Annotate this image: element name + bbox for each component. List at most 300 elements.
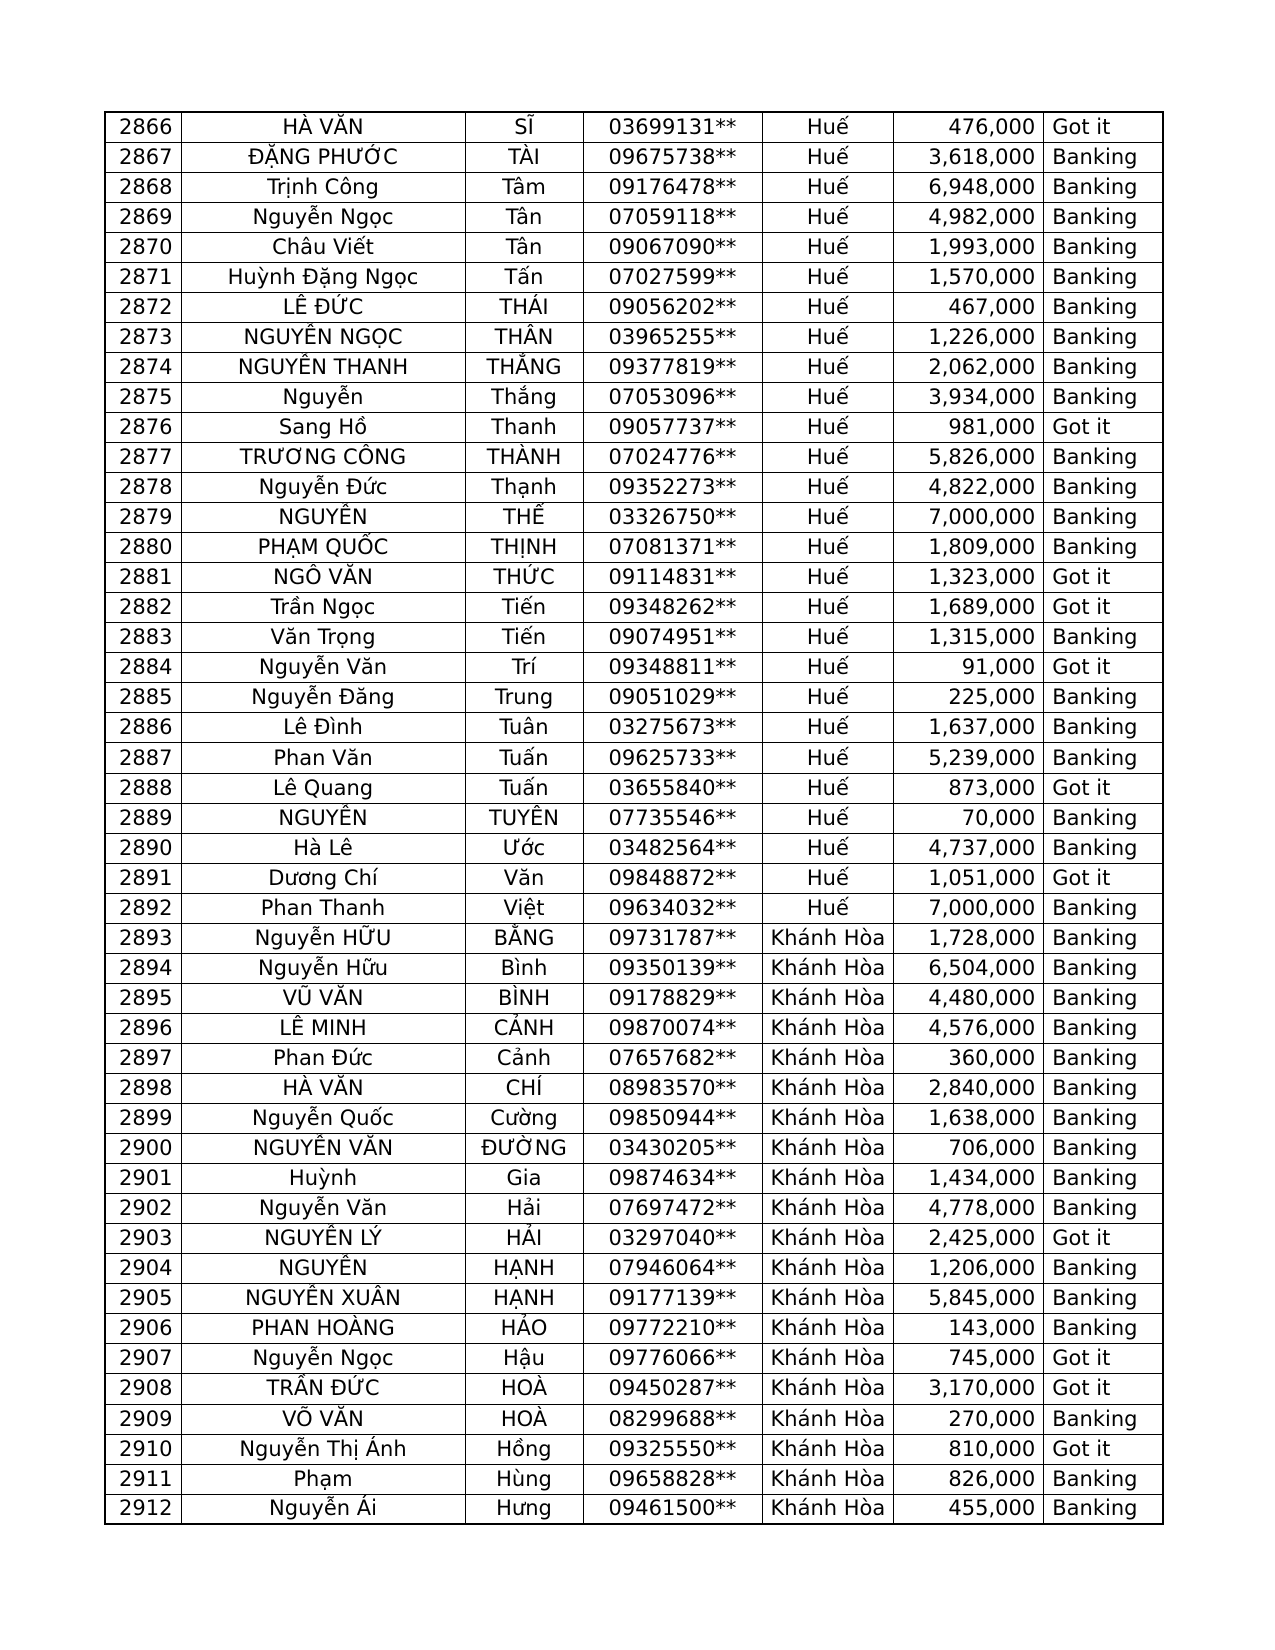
amount-cell: 1,638,000 <box>894 1104 1044 1134</box>
table-row <box>105 172 1163 202</box>
row-number-cell: 2867 <box>105 142 181 172</box>
phone-cell: 09352273** <box>583 473 762 503</box>
province-cell: Huế <box>762 653 894 683</box>
surname-cell: Phan Thanh <box>181 893 465 923</box>
table-body <box>105 112 1163 1524</box>
amount-cell: 225,000 <box>894 683 1044 713</box>
phone-cell: 07053096** <box>583 382 762 412</box>
given-name-cell: CẢNH <box>465 1013 583 1043</box>
phone-cell: 07081371** <box>583 533 762 563</box>
table-row <box>105 1404 1163 1434</box>
table-row <box>105 1224 1163 1254</box>
phone-cell: 09625733** <box>583 743 762 773</box>
phone-cell: 07946064** <box>583 1254 762 1284</box>
amount-cell: 6,948,000 <box>894 172 1044 202</box>
row-number-cell: 2866 <box>105 112 181 142</box>
amount-cell: 4,737,000 <box>894 833 1044 863</box>
amount-cell: 5,239,000 <box>894 743 1044 773</box>
table-row <box>105 1013 1163 1043</box>
province-cell: Huế <box>762 533 894 563</box>
province-cell: Huế <box>762 893 894 923</box>
status-cell: Banking <box>1044 533 1163 563</box>
amount-cell: 873,000 <box>894 773 1044 803</box>
table-row <box>105 893 1163 923</box>
given-name-cell: Hồng <box>465 1434 583 1464</box>
amount-cell: 1,315,000 <box>894 623 1044 653</box>
row-number-cell: 2885 <box>105 683 181 713</box>
province-cell: Huế <box>762 292 894 322</box>
given-name-cell: HOÀ <box>465 1404 583 1434</box>
table-row <box>105 983 1163 1013</box>
province-cell: Khánh Hòa <box>762 1374 894 1404</box>
phone-cell: 09850944** <box>583 1104 762 1134</box>
amount-cell: 5,845,000 <box>894 1284 1044 1314</box>
given-name-cell: CHÍ <box>465 1074 583 1104</box>
surname-cell: LÊ ĐỨC <box>181 292 465 322</box>
status-cell: Banking <box>1044 1254 1163 1284</box>
status-cell: Banking <box>1044 893 1163 923</box>
table-row <box>105 1344 1163 1374</box>
row-number-cell: 2904 <box>105 1254 181 1284</box>
row-number-cell: 2892 <box>105 893 181 923</box>
status-cell: Got it <box>1044 563 1163 593</box>
phone-cell: 03275673** <box>583 713 762 743</box>
status-cell: Banking <box>1044 1013 1163 1043</box>
surname-cell: Nguyễn Đức <box>181 473 465 503</box>
amount-cell: 2,425,000 <box>894 1224 1044 1254</box>
province-cell: Khánh Hòa <box>762 1074 894 1104</box>
amount-cell: 745,000 <box>894 1344 1044 1374</box>
row-number-cell: 2889 <box>105 803 181 833</box>
phone-cell: 09177139** <box>583 1284 762 1314</box>
amount-cell: 1,226,000 <box>894 322 1044 352</box>
status-cell: Banking <box>1044 1164 1163 1194</box>
phone-cell: 09634032** <box>583 893 762 923</box>
given-name-cell: Thanh <box>465 412 583 442</box>
status-cell: Banking <box>1044 953 1163 983</box>
row-number-cell: 2910 <box>105 1434 181 1464</box>
amount-cell: 7,000,000 <box>894 893 1044 923</box>
status-cell: Banking <box>1044 473 1163 503</box>
given-name-cell: Tuân <box>465 713 583 743</box>
status-cell: Banking <box>1044 1464 1163 1494</box>
table-row <box>105 1374 1163 1404</box>
surname-cell: NGUYỄN <box>181 503 465 533</box>
given-name-cell: Việt <box>465 893 583 923</box>
given-name-cell: Gia <box>465 1164 583 1194</box>
table-row <box>105 1284 1163 1314</box>
province-cell: Khánh Hòa <box>762 1344 894 1374</box>
table-row <box>105 1104 1163 1134</box>
status-cell: Got it <box>1044 412 1163 442</box>
province-cell: Huế <box>762 503 894 533</box>
status-cell: Banking <box>1044 172 1163 202</box>
row-number-cell: 2909 <box>105 1404 181 1434</box>
province-cell: Khánh Hòa <box>762 1134 894 1164</box>
phone-cell: 09848872** <box>583 863 762 893</box>
province-cell: Khánh Hòa <box>762 1013 894 1043</box>
given-name-cell: Hậu <box>465 1344 583 1374</box>
amount-cell: 1,637,000 <box>894 713 1044 743</box>
amount-cell: 981,000 <box>894 412 1044 442</box>
given-name-cell: SĨ <box>465 112 583 142</box>
given-name-cell: Trung <box>465 683 583 713</box>
table-row <box>105 262 1163 292</box>
surname-cell: HÀ VĂN <box>181 112 465 142</box>
surname-cell: NGUYỄN XUÂN <box>181 1284 465 1314</box>
given-name-cell: Tân <box>465 202 583 232</box>
surname-cell: TRẦN ĐỨC <box>181 1374 465 1404</box>
amount-cell: 706,000 <box>894 1134 1044 1164</box>
status-cell: Banking <box>1044 382 1163 412</box>
phone-cell: 09450287** <box>583 1374 762 1404</box>
surname-cell: NGUYỄN THANH <box>181 352 465 382</box>
given-name-cell: Tấn <box>465 262 583 292</box>
table-row <box>105 683 1163 713</box>
phone-cell: 09870074** <box>583 1013 762 1043</box>
table-row <box>105 653 1163 683</box>
amount-cell: 3,618,000 <box>894 142 1044 172</box>
amount-cell: 1,206,000 <box>894 1254 1044 1284</box>
province-cell: Huế <box>762 382 894 412</box>
phone-cell: 09114831** <box>583 563 762 593</box>
phone-cell: 09874634** <box>583 1164 762 1194</box>
given-name-cell: Cảnh <box>465 1043 583 1073</box>
phone-cell: 08983570** <box>583 1074 762 1104</box>
given-name-cell: Thạnh <box>465 473 583 503</box>
amount-cell: 5,826,000 <box>894 443 1044 473</box>
province-cell: Huế <box>762 202 894 232</box>
given-name-cell: BẰNG <box>465 923 583 953</box>
phone-cell: 09057737** <box>583 412 762 442</box>
amount-cell: 2,840,000 <box>894 1074 1044 1104</box>
surname-cell: Nguyễn Ngọc <box>181 1344 465 1374</box>
table-row <box>105 1254 1163 1284</box>
table-row <box>105 713 1163 743</box>
row-number-cell: 2905 <box>105 1284 181 1314</box>
status-cell: Banking <box>1044 322 1163 352</box>
row-number-cell: 2884 <box>105 653 181 683</box>
table-row <box>105 352 1163 382</box>
given-name-cell: Tiến <box>465 623 583 653</box>
table-row <box>105 1464 1163 1494</box>
province-cell: Huế <box>762 623 894 653</box>
given-name-cell: TÀI <box>465 142 583 172</box>
amount-cell: 455,000 <box>894 1494 1044 1524</box>
amount-cell: 826,000 <box>894 1464 1044 1494</box>
status-cell: Banking <box>1044 262 1163 292</box>
status-cell: Banking <box>1044 743 1163 773</box>
given-name-cell: THÂN <box>465 322 583 352</box>
phone-cell: 09675738** <box>583 142 762 172</box>
row-number-cell: 2895 <box>105 983 181 1013</box>
amount-cell: 3,934,000 <box>894 382 1044 412</box>
row-number-cell: 2875 <box>105 382 181 412</box>
amount-cell: 1,323,000 <box>894 563 1044 593</box>
given-name-cell: Hùng <box>465 1464 583 1494</box>
surname-cell: Nguyễn Hữu <box>181 953 465 983</box>
phone-cell: 07657682** <box>583 1043 762 1073</box>
province-cell: Huế <box>762 232 894 262</box>
amount-cell: 4,778,000 <box>894 1194 1044 1224</box>
row-number-cell: 2890 <box>105 833 181 863</box>
row-number-cell: 2870 <box>105 232 181 262</box>
status-cell: Banking <box>1044 833 1163 863</box>
given-name-cell: THỨC <box>465 563 583 593</box>
surname-cell: Dương Chí <box>181 863 465 893</box>
status-cell: Banking <box>1044 983 1163 1013</box>
province-cell: Huế <box>762 112 894 142</box>
table-row <box>105 292 1163 322</box>
surname-cell: NGUYỄN VĂN <box>181 1134 465 1164</box>
surname-cell: PHẠM QUỐC <box>181 533 465 563</box>
row-number-cell: 2871 <box>105 262 181 292</box>
table-row <box>105 503 1163 533</box>
surname-cell: ĐẶNG PHƯỚC <box>181 142 465 172</box>
surname-cell: VŨ VĂN <box>181 983 465 1013</box>
amount-cell: 4,982,000 <box>894 202 1044 232</box>
amount-cell: 3,170,000 <box>894 1374 1044 1404</box>
surname-cell: NGUYỄN LÝ <box>181 1224 465 1254</box>
province-cell: Khánh Hòa <box>762 1494 894 1524</box>
province-cell: Huế <box>762 593 894 623</box>
province-cell: Huế <box>762 833 894 863</box>
surname-cell: Hà Lê <box>181 833 465 863</box>
status-cell: Banking <box>1044 1314 1163 1344</box>
given-name-cell: Tuấn <box>465 743 583 773</box>
table-row <box>105 1194 1163 1224</box>
table-row <box>105 863 1163 893</box>
phone-cell: 03965255** <box>583 322 762 352</box>
province-cell: Khánh Hòa <box>762 923 894 953</box>
table-row <box>105 382 1163 412</box>
surname-cell: Nguyễn Văn <box>181 653 465 683</box>
amount-cell: 270,000 <box>894 1404 1044 1434</box>
phone-cell: 09178829** <box>583 983 762 1013</box>
phone-cell: 09051029** <box>583 683 762 713</box>
phone-cell: 03655840** <box>583 773 762 803</box>
province-cell: Huế <box>762 412 894 442</box>
phone-cell: 07697472** <box>583 1194 762 1224</box>
table-row <box>105 232 1163 262</box>
province-cell: Huế <box>762 863 894 893</box>
row-number-cell: 2874 <box>105 352 181 382</box>
phone-cell: 09348811** <box>583 653 762 683</box>
payment-table <box>104 111 1164 1525</box>
status-cell: Banking <box>1044 623 1163 653</box>
status-cell: Banking <box>1044 1404 1163 1434</box>
amount-cell: 1,570,000 <box>894 262 1044 292</box>
given-name-cell: Tân <box>465 232 583 262</box>
phone-cell: 09377819** <box>583 352 762 382</box>
surname-cell: Nguyễn Ái <box>181 1494 465 1524</box>
province-cell: Khánh Hòa <box>762 1404 894 1434</box>
surname-cell: Nguyễn Văn <box>181 1194 465 1224</box>
province-cell: Huế <box>762 322 894 352</box>
status-cell: Got it <box>1044 1344 1163 1374</box>
province-cell: Huế <box>762 683 894 713</box>
amount-cell: 143,000 <box>894 1314 1044 1344</box>
phone-cell: 09461500** <box>583 1494 762 1524</box>
table-row <box>105 1314 1163 1344</box>
surname-cell: Nguyễn Đăng <box>181 683 465 713</box>
phone-cell: 03297040** <box>583 1224 762 1254</box>
province-cell: Huế <box>762 563 894 593</box>
status-cell: Banking <box>1044 1104 1163 1134</box>
row-number-cell: 2880 <box>105 533 181 563</box>
row-number-cell: 2887 <box>105 743 181 773</box>
given-name-cell: THÁI <box>465 292 583 322</box>
surname-cell: NGUYỄN NGỌC <box>181 322 465 352</box>
surname-cell: Nguyễn Ngọc <box>181 202 465 232</box>
surname-cell: HÀ VĂN <box>181 1074 465 1104</box>
given-name-cell: Thắng <box>465 382 583 412</box>
table-row <box>105 1494 1163 1524</box>
row-number-cell: 2896 <box>105 1013 181 1043</box>
status-cell: Banking <box>1044 503 1163 533</box>
surname-cell: Phan Đức <box>181 1043 465 1073</box>
row-number-cell: 2872 <box>105 292 181 322</box>
province-cell: Khánh Hòa <box>762 1434 894 1464</box>
province-cell: Huế <box>762 473 894 503</box>
status-cell: Banking <box>1044 352 1163 382</box>
table-row <box>105 412 1163 442</box>
given-name-cell: HẠNH <box>465 1254 583 1284</box>
row-number-cell: 2898 <box>105 1074 181 1104</box>
table-row <box>105 1074 1163 1104</box>
row-number-cell: 2911 <box>105 1464 181 1494</box>
phone-cell: 03482564** <box>583 833 762 863</box>
row-number-cell: 2912 <box>105 1494 181 1524</box>
phone-cell: 09176478** <box>583 172 762 202</box>
given-name-cell: Tuấn <box>465 773 583 803</box>
table-row <box>105 773 1163 803</box>
surname-cell: Châu Viết <box>181 232 465 262</box>
table-row <box>105 322 1163 352</box>
given-name-cell: Tiến <box>465 593 583 623</box>
phone-cell: 09325550** <box>583 1434 762 1464</box>
status-cell: Banking <box>1044 443 1163 473</box>
province-cell: Khánh Hòa <box>762 1254 894 1284</box>
amount-cell: 476,000 <box>894 112 1044 142</box>
amount-cell: 1,993,000 <box>894 232 1044 262</box>
phone-cell: 09776066** <box>583 1344 762 1374</box>
table-row <box>105 923 1163 953</box>
given-name-cell: TUYÊN <box>465 803 583 833</box>
table-row <box>105 473 1163 503</box>
row-number-cell: 2883 <box>105 623 181 653</box>
province-cell: Khánh Hòa <box>762 1164 894 1194</box>
amount-cell: 4,576,000 <box>894 1013 1044 1043</box>
status-cell: Got it <box>1044 653 1163 683</box>
amount-cell: 1,689,000 <box>894 593 1044 623</box>
table-row <box>105 443 1163 473</box>
province-cell: Huế <box>762 773 894 803</box>
status-cell: Banking <box>1044 1494 1163 1524</box>
amount-cell: 1,434,000 <box>894 1164 1044 1194</box>
given-name-cell: THÀNH <box>465 443 583 473</box>
status-cell: Got it <box>1044 112 1163 142</box>
phone-cell: 03699131** <box>583 112 762 142</box>
status-cell: Banking <box>1044 1194 1163 1224</box>
amount-cell: 360,000 <box>894 1043 1044 1073</box>
given-name-cell: BÌNH <box>465 983 583 1013</box>
given-name-cell: Văn <box>465 863 583 893</box>
phone-cell: 07735546** <box>583 803 762 833</box>
surname-cell: Lê Quang <box>181 773 465 803</box>
phone-cell: 09350139** <box>583 953 762 983</box>
province-cell: Khánh Hòa <box>762 983 894 1013</box>
amount-cell: 1,051,000 <box>894 863 1044 893</box>
table-row <box>105 142 1163 172</box>
province-cell: Huế <box>762 142 894 172</box>
province-cell: Khánh Hòa <box>762 1224 894 1254</box>
province-cell: Khánh Hòa <box>762 1284 894 1314</box>
surname-cell: LÊ MINH <box>181 1013 465 1043</box>
table-row <box>105 803 1163 833</box>
status-cell: Banking <box>1044 232 1163 262</box>
row-number-cell: 2903 <box>105 1224 181 1254</box>
surname-cell: Huỳnh <box>181 1164 465 1194</box>
surname-cell: Nguyễn Thị Ánh <box>181 1434 465 1464</box>
status-cell: Banking <box>1044 1284 1163 1314</box>
phone-cell: 03326750** <box>583 503 762 533</box>
surname-cell: Huỳnh Đặng Ngọc <box>181 262 465 292</box>
phone-cell: 09056202** <box>583 292 762 322</box>
status-cell: Banking <box>1044 923 1163 953</box>
table-row <box>105 563 1163 593</box>
province-cell: Huế <box>762 262 894 292</box>
table-row <box>105 833 1163 863</box>
surname-cell: NGUYỄN <box>181 1254 465 1284</box>
amount-cell: 4,822,000 <box>894 473 1044 503</box>
row-number-cell: 2908 <box>105 1374 181 1404</box>
surname-cell: NGUYỄN <box>181 803 465 833</box>
status-cell: Banking <box>1044 292 1163 322</box>
row-number-cell: 2907 <box>105 1344 181 1374</box>
row-number-cell: 2897 <box>105 1043 181 1073</box>
status-cell: Banking <box>1044 202 1163 232</box>
province-cell: Huế <box>762 172 894 202</box>
phone-cell: 03430205** <box>583 1134 762 1164</box>
row-number-cell: 2902 <box>105 1194 181 1224</box>
amount-cell: 70,000 <box>894 803 1044 833</box>
phone-cell: 09731787** <box>583 923 762 953</box>
surname-cell: Lê Đình <box>181 713 465 743</box>
row-number-cell: 2893 <box>105 923 181 953</box>
phone-cell: 09772210** <box>583 1314 762 1344</box>
status-cell: Got it <box>1044 863 1163 893</box>
surname-cell: Phan Văn <box>181 743 465 773</box>
status-cell: Banking <box>1044 1134 1163 1164</box>
given-name-cell: Trí <box>465 653 583 683</box>
row-number-cell: 2879 <box>105 503 181 533</box>
province-cell: Huế <box>762 713 894 743</box>
given-name-cell: Cường <box>465 1104 583 1134</box>
province-cell: Huế <box>762 803 894 833</box>
surname-cell: PHAN HOÀNG <box>181 1314 465 1344</box>
surname-cell: Trần Ngọc <box>181 593 465 623</box>
amount-cell: 467,000 <box>894 292 1044 322</box>
province-cell: Huế <box>762 743 894 773</box>
row-number-cell: 2900 <box>105 1134 181 1164</box>
surname-cell: NGÔ VĂN <box>181 563 465 593</box>
province-cell: Khánh Hòa <box>762 1464 894 1494</box>
status-cell: Banking <box>1044 1043 1163 1073</box>
row-number-cell: 2868 <box>105 172 181 202</box>
surname-cell: Nguyễn <box>181 382 465 412</box>
table-row <box>105 1043 1163 1073</box>
